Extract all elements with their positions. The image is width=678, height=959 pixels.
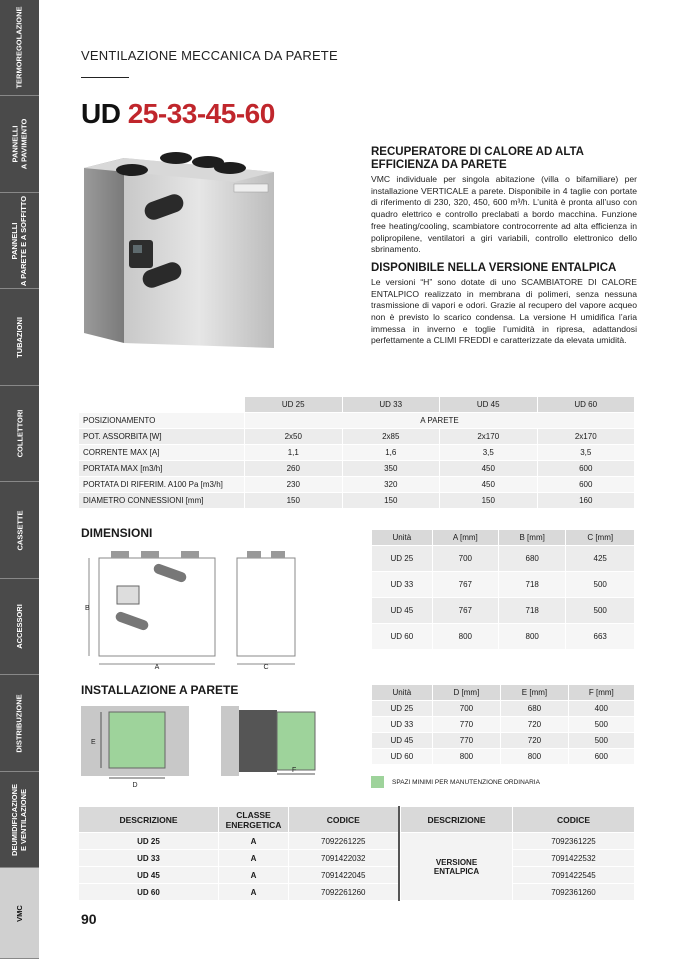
inst-cell: 770 bbox=[432, 717, 501, 733]
dimensions-title: DIMENSIONI bbox=[81, 526, 153, 540]
inst-cell: 700 bbox=[432, 701, 501, 717]
spec-value: 150 bbox=[245, 493, 343, 509]
table-row bbox=[79, 445, 635, 461]
dim-header: Unità bbox=[372, 530, 433, 546]
inst-cell: UD 60 bbox=[372, 749, 433, 765]
spec-value: 3,5 bbox=[440, 445, 538, 461]
spec-label: POT. ASSORBITA [W] bbox=[79, 429, 245, 445]
installation-drawing bbox=[81, 704, 321, 794]
sidebar-tab-collettori[interactable] bbox=[0, 386, 39, 482]
codes-header: DESCRIZIONE bbox=[401, 807, 513, 833]
sidebar-tab-termoregolazione[interactable] bbox=[0, 0, 39, 96]
version-label-text: VERSIONE ENTALPICA bbox=[433, 857, 480, 876]
spec-header: UD 33 bbox=[342, 397, 440, 413]
code-classe: A bbox=[219, 833, 289, 850]
description-body: VMC individuale per singola abitazione (villa o bifamiliare) per installazione VERTICALE a parete. Disponibile in 4 taglie con portate di riferimento di 230, 320, 450, 600 m³/h. L’unità è pronta all’uso con quadro elettrico e controllo preclabati a bordo macchina. Funzione free heating/cooling, scambiatore controcorrente ad alta efficienza in polipropilene, ventilatori a giri variabili, controllo elettronico dello sbrinamento. bbox=[371, 174, 637, 255]
inst-cell: 720 bbox=[501, 717, 568, 733]
product-sizes: 25-33-45-60 bbox=[127, 98, 275, 129]
codes-header: CODICE bbox=[289, 807, 399, 833]
spec-value: 2x50 bbox=[245, 429, 343, 445]
spec-value: 230 bbox=[245, 477, 343, 493]
installation-title: INSTALLAZIONE A PARETE bbox=[81, 683, 239, 697]
table-row bbox=[372, 598, 635, 624]
spec-value: 2x170 bbox=[537, 429, 635, 445]
inst-cell: UD 25 bbox=[372, 701, 433, 717]
table-row bbox=[79, 493, 635, 509]
code-h-value: 7092361225 bbox=[513, 833, 635, 850]
code-value: 7092261225 bbox=[289, 833, 399, 850]
spec-value: 450 bbox=[440, 477, 538, 493]
column-divider bbox=[399, 850, 401, 867]
dim-cell: UD 45 bbox=[372, 598, 433, 624]
dim-cell: 500 bbox=[566, 598, 635, 624]
installation-label-f: F bbox=[292, 767, 297, 774]
spec-value: 1,1 bbox=[245, 445, 343, 461]
inst-cell: 680 bbox=[501, 701, 568, 717]
spec-header: UD 60 bbox=[537, 397, 635, 413]
inst-header: F [mm] bbox=[568, 685, 634, 701]
legend-label: SPAZI MINIMI PER MANUTENZIONE ORDINARIA bbox=[392, 778, 540, 786]
codes-table bbox=[78, 806, 635, 901]
table-row bbox=[372, 749, 635, 765]
code-classe: A bbox=[219, 884, 289, 901]
spec-value: 320 bbox=[342, 477, 440, 493]
inst-header: E [mm] bbox=[501, 685, 568, 701]
version-label bbox=[401, 833, 513, 901]
spec-value: 450 bbox=[440, 461, 538, 477]
spec-value: 160 bbox=[537, 493, 635, 509]
inst-cell: 500 bbox=[568, 733, 634, 749]
code-classe: A bbox=[219, 867, 289, 884]
dim-cell: 425 bbox=[566, 546, 635, 572]
spec-header: UD 45 bbox=[440, 397, 538, 413]
dim-cell: 663 bbox=[566, 624, 635, 650]
inst-cell: 400 bbox=[568, 701, 634, 717]
sidebar-tab-label: ACCESSORI bbox=[15, 604, 24, 649]
spec-value: 2x170 bbox=[440, 429, 538, 445]
inst-cell: 800 bbox=[501, 749, 568, 765]
sidebar bbox=[0, 0, 39, 959]
sidebar-tab-label: PANNELLI A PAVIMENTO bbox=[10, 118, 29, 170]
spec-header-blank bbox=[79, 397, 245, 413]
spec-value: 3,5 bbox=[537, 445, 635, 461]
inst-cell: 770 bbox=[432, 733, 501, 749]
sidebar-tab-tubazioni[interactable] bbox=[0, 289, 39, 386]
sidebar-tab-label: VMC bbox=[14, 904, 24, 922]
dim-cell: 500 bbox=[566, 572, 635, 598]
codes-header: CLASSE ENERGETICA bbox=[219, 807, 289, 833]
code-value: 7091422045 bbox=[289, 867, 399, 884]
spec-value: 150 bbox=[342, 493, 440, 509]
sidebar-tab-accessori[interactable] bbox=[0, 579, 39, 675]
spec-label: PORTATA MAX [m3/h] bbox=[79, 461, 245, 477]
table-row bbox=[79, 850, 635, 867]
sidebar-tab-label: PANNELLI A PARETE E A SOFFITTO bbox=[10, 195, 29, 286]
table-row bbox=[372, 733, 635, 749]
dimensions-drawing bbox=[81, 546, 351, 671]
spec-value: 260 bbox=[245, 461, 343, 477]
spec-value: 600 bbox=[537, 461, 635, 477]
dim-cell: 700 bbox=[432, 546, 498, 572]
table-row bbox=[372, 624, 635, 650]
inst-cell: 500 bbox=[568, 717, 634, 733]
sidebar-tab-pannelli-parete[interactable] bbox=[0, 193, 39, 289]
spec-value: 600 bbox=[537, 477, 635, 493]
code-h-value: 7091422532 bbox=[513, 850, 635, 867]
table-row bbox=[79, 884, 635, 901]
dimension-label-a: A bbox=[154, 664, 160, 671]
table-row bbox=[79, 833, 635, 850]
inst-cell: 720 bbox=[501, 733, 568, 749]
sidebar-tab-deumidificazione[interactable] bbox=[0, 772, 39, 868]
code-value: 7091422032 bbox=[289, 850, 399, 867]
dim-cell: UD 33 bbox=[372, 572, 433, 598]
inst-cell: UD 33 bbox=[372, 717, 433, 733]
enthalpic-body: Le versioni “H” sono dotate di uno SCAMBIATORE DI CALORE ENTALPICO realizzato in membrana di polimeri, senza nessuna trasmissione di vapori e odori. Grazie al recupero del vapore acqueo non è previsto lo scarico condensa. La versione H umidifica l’aria immessa in inverno e toglie l’umidità in ripresa, adattandosi perfettamente a CLIMI FREDDI e caratterizzate da elevata umidità. bbox=[371, 276, 637, 346]
dim-cell: 718 bbox=[498, 572, 565, 598]
code-desc: UD 45 bbox=[79, 867, 219, 884]
spec-label: POSIZIONAMENTO bbox=[79, 413, 245, 429]
column-divider bbox=[399, 867, 401, 884]
codes-header: CODICE bbox=[513, 807, 635, 833]
sidebar-tab-label: CASSETTE bbox=[15, 509, 25, 551]
legend-swatch bbox=[371, 776, 384, 788]
code-h-value: 7091422545 bbox=[513, 867, 635, 884]
spec-label: PORTATA DI RIFERIM. A100 Pa [m3/h] bbox=[79, 477, 245, 493]
table-row bbox=[79, 461, 635, 477]
codes-header: DESCRIZIONE bbox=[79, 807, 219, 833]
spec-label: CORRENTE MAX [A] bbox=[79, 445, 245, 461]
installation-label-e: E bbox=[91, 739, 96, 746]
table-row bbox=[79, 429, 635, 445]
sidebar-tab-vmc[interactable] bbox=[0, 868, 39, 959]
inst-cell: 800 bbox=[432, 749, 501, 765]
spec-table bbox=[78, 396, 635, 509]
sidebar-tab-label: DEUMIDIFICAZIONE E VENTILAZIONE bbox=[10, 783, 29, 856]
code-desc: UD 60 bbox=[79, 884, 219, 901]
title-divider bbox=[81, 77, 129, 78]
spec-label: DIAMETRO CONNESSIONI [mm] bbox=[79, 493, 245, 509]
inst-cell: UD 45 bbox=[372, 733, 433, 749]
inst-header: Unità bbox=[372, 685, 433, 701]
product-description bbox=[371, 146, 637, 347]
dim-cell: 680 bbox=[498, 546, 565, 572]
sidebar-tab-pannelli-pavimento[interactable] bbox=[0, 96, 39, 193]
maintenance-legend bbox=[371, 776, 540, 788]
inst-cell: 600 bbox=[568, 749, 634, 765]
product-image bbox=[84, 148, 314, 348]
table-row bbox=[79, 867, 635, 884]
enthalpic-heading: DISPONIBILE NELLA VERSIONE ENTALPICA bbox=[371, 261, 617, 274]
table-row bbox=[372, 572, 635, 598]
dimension-label-b: B bbox=[85, 605, 90, 612]
dim-cell: 800 bbox=[432, 624, 498, 650]
dimension-label-c: C bbox=[263, 664, 269, 671]
product-code: UD bbox=[81, 98, 121, 129]
spec-value: A PARETE bbox=[245, 413, 635, 429]
code-desc: UD 33 bbox=[79, 850, 219, 867]
table-row bbox=[79, 413, 635, 429]
page-content bbox=[39, 0, 678, 959]
column-divider bbox=[399, 884, 401, 901]
code-value: 7092261260 bbox=[289, 884, 399, 901]
dim-cell: UD 25 bbox=[372, 546, 433, 572]
table-row bbox=[372, 717, 635, 733]
dim-cell: UD 60 bbox=[372, 624, 433, 650]
dim-cell: 800 bbox=[498, 624, 565, 650]
inst-header: D [mm] bbox=[432, 685, 501, 701]
installation-table bbox=[371, 684, 635, 765]
sidebar-tab-cassette[interactable] bbox=[0, 482, 39, 579]
sidebar-tab-label: TERMOREGOLAZIONE bbox=[15, 6, 24, 89]
spec-value: 150 bbox=[440, 493, 538, 509]
description-heading: RECUPERATORE DI CALORE AD ALTA EFFICIENZA DA PARETE bbox=[371, 146, 584, 171]
dim-header: A [mm] bbox=[432, 530, 498, 546]
spec-header: UD 25 bbox=[245, 397, 343, 413]
dim-header: B [mm] bbox=[498, 530, 565, 546]
spec-value: 350 bbox=[342, 461, 440, 477]
sidebar-tab-distribuzione[interactable] bbox=[0, 675, 39, 772]
dimensions-table bbox=[371, 529, 635, 650]
installation-label-d: D bbox=[132, 782, 138, 789]
dim-cell: 767 bbox=[432, 572, 498, 598]
dim-cell: 718 bbox=[498, 598, 565, 624]
sidebar-tab-label: TUBAZIONI bbox=[15, 316, 24, 358]
table-row bbox=[372, 701, 635, 717]
code-h-value: 7092361260 bbox=[513, 884, 635, 901]
section-title: VENTILAZIONE MECCANICA DA PARETE bbox=[81, 48, 338, 63]
code-classe: A bbox=[219, 850, 289, 867]
spec-value: 1,6 bbox=[342, 445, 440, 461]
page-number: 90 bbox=[81, 911, 97, 927]
product-title bbox=[81, 98, 275, 130]
table-row bbox=[372, 546, 635, 572]
dim-header: C [mm] bbox=[566, 530, 635, 546]
dim-cell: 767 bbox=[432, 598, 498, 624]
code-desc: UD 25 bbox=[79, 833, 219, 850]
sidebar-tab-label: COLLETTORI bbox=[15, 409, 24, 458]
table-row bbox=[79, 477, 635, 493]
spec-value: 2x85 bbox=[342, 429, 440, 445]
sidebar-tab-label: DISTRIBUZIONE bbox=[15, 693, 24, 753]
